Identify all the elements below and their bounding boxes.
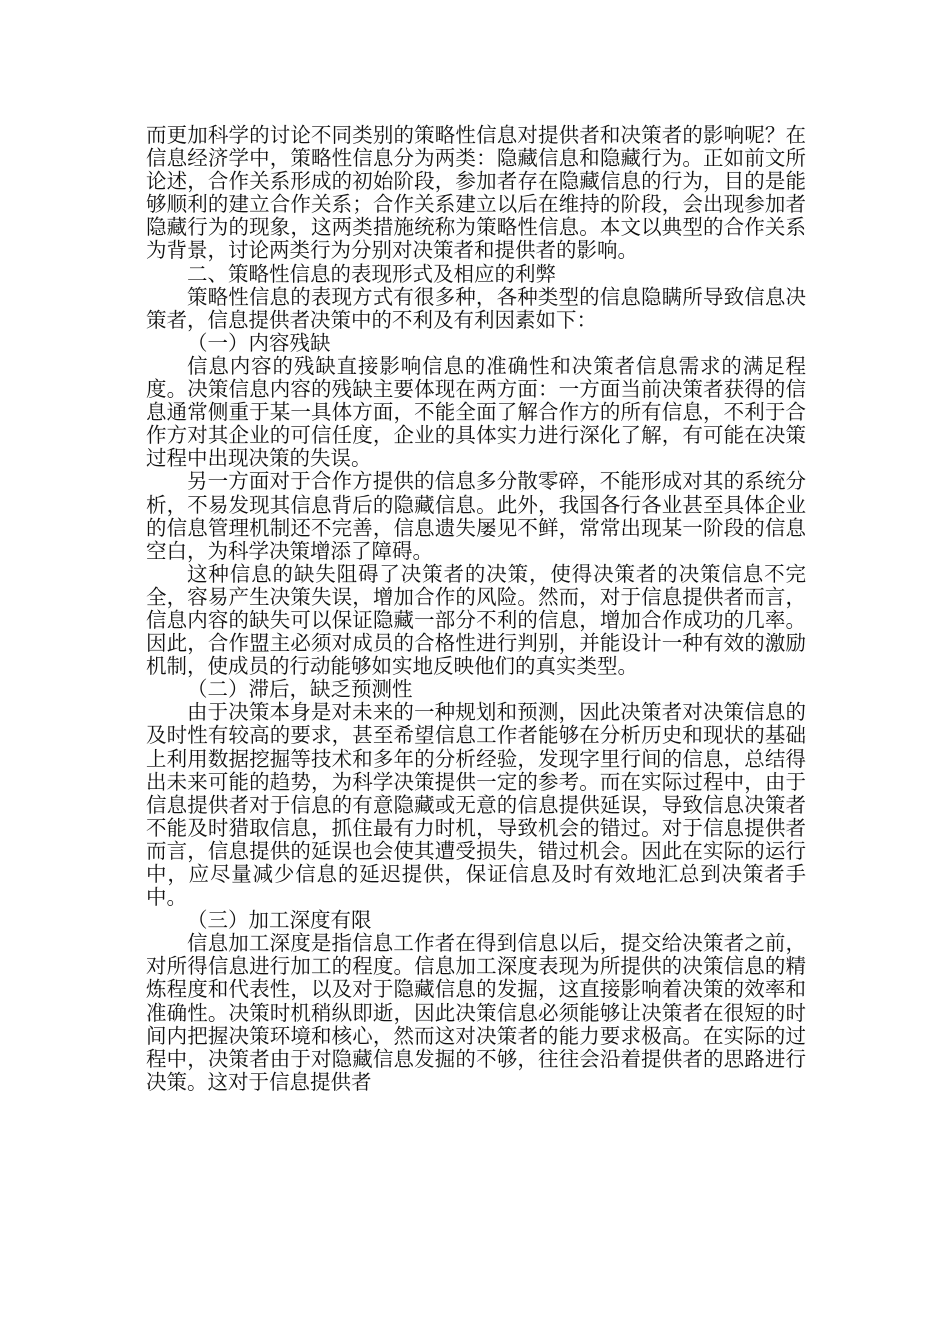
paragraph-intro: 而更加科学的讨论不同类别的策略性信息对提供者和决策者的影响呢？在信息经济学中，策略性信息分为两类：隐藏信息和隐藏行为。正如前文所论述，合作关系形成的初始阶段，参加者存在隐藏信息的行为，目的是能够顺利的建立合作关系；合作关系建立以后在维持的阶段，会出现参加者隐藏行为的现象，这两类措施统称为策略性信息。本文以典型的合作关系为背景，讨论两类行为分别对决策者和提供者的影响。 <box>146 123 806 263</box>
paragraph-processing-depth: 信息加工深度是指信息工作者在得到信息以后，提交给决策者之前，对所得信息进行加工的程度。信息加工深度表现为所提供的决策信息的精炼程度和代表性，以及对于隐藏信息的发掘，这直接影响着决策的效率和准确性。决策时机稍纵即逝，因此决策信息必须能够让决策者在很短的时间内把握决策环境和核心，然而这对决策者的能力要求极高。在实际的过程中，决策者由于对隐藏信息发掘的不够，往往会沿着提供者的思路进行决策。这对于信息提供者 <box>146 931 806 1094</box>
section-heading-2: 二、策略性信息的表现形式及相应的利弊 <box>187 261 556 286</box>
paragraph-forms: 策略性信息的表现方式有很多种，各种类型的信息隐瞒所导致信息决策者，信息提供者决策中的不利及有利因素如下： <box>146 284 806 332</box>
paragraph-lag: 由于决策本身是对未来的一种规划和预测，因此决策者对决策信息的及时性有较高的要求，甚至希望信息工作者能够在分析历史和现状的基础上利用数据挖掘等技术和多年的分析经验，发现字里行间的信息，总结得出未来可能的趋势，为科学决策提供一定的参考。而在实际过程中，由于信息提供者对于信息的有意隐藏或无意的信息提供延误，导致信息决策者不能及时猎取信息，抓住最有力时机，导致机会的错过。对于信息提供者而言，信息提供的延误也会使其遭受损失，错过机会。因此在实际的运行中，应尽量减少信息的延迟提供，保证信息及时有效地汇总到决策者手中。 <box>146 700 806 910</box>
paragraph-incomplete-2: 另一方面对于合作方提供的信息多分散零碎，不能形成对其的系统分析，不易发现其信息背后的隐藏信息。此外，我国各行各业甚至具体企业的信息管理机制还不完善，信息遗失屡见不鲜，常常出现某一阶段的信息空白，为科学决策增添了障碍。 <box>146 469 806 563</box>
subheading-1: （一）内容残缺 <box>187 330 331 355</box>
paragraph-incomplete-3: 这种信息的缺失阻碍了决策者的决策，使得决策者的决策信息不完全，容易产生决策失误，增加合作的风险。然而，对于信息提供者而言，信息内容的缺失可以保证隐藏一部分不利的信息，增加合作成功的几率。因此，合作盟主必须对成员的合格性进行判别，并能设计一种有效的激励机制，使成员的行动能够如实地反映他们的真实类型。 <box>146 561 806 679</box>
subheading-2: （二）滞后，缺乏预测性 <box>187 677 413 702</box>
paragraph-incomplete-1: 信息内容的残缺直接影响信息的准确性和决策者信息需求的满足程度。决策信息内容的残缺主要体现在两方面：一方面当前决策者获得的信息通常侧重于某一具体方面，不能全面了解合作方的所有信息，不利于合作方对其企业的可信任度，企业的具体实力进行深化了解，有可能在决策过程中出现决策的失误。 <box>146 353 806 471</box>
document-page <box>146 124 806 1094</box>
subheading-3: （三）加工深度有限 <box>187 908 372 933</box>
